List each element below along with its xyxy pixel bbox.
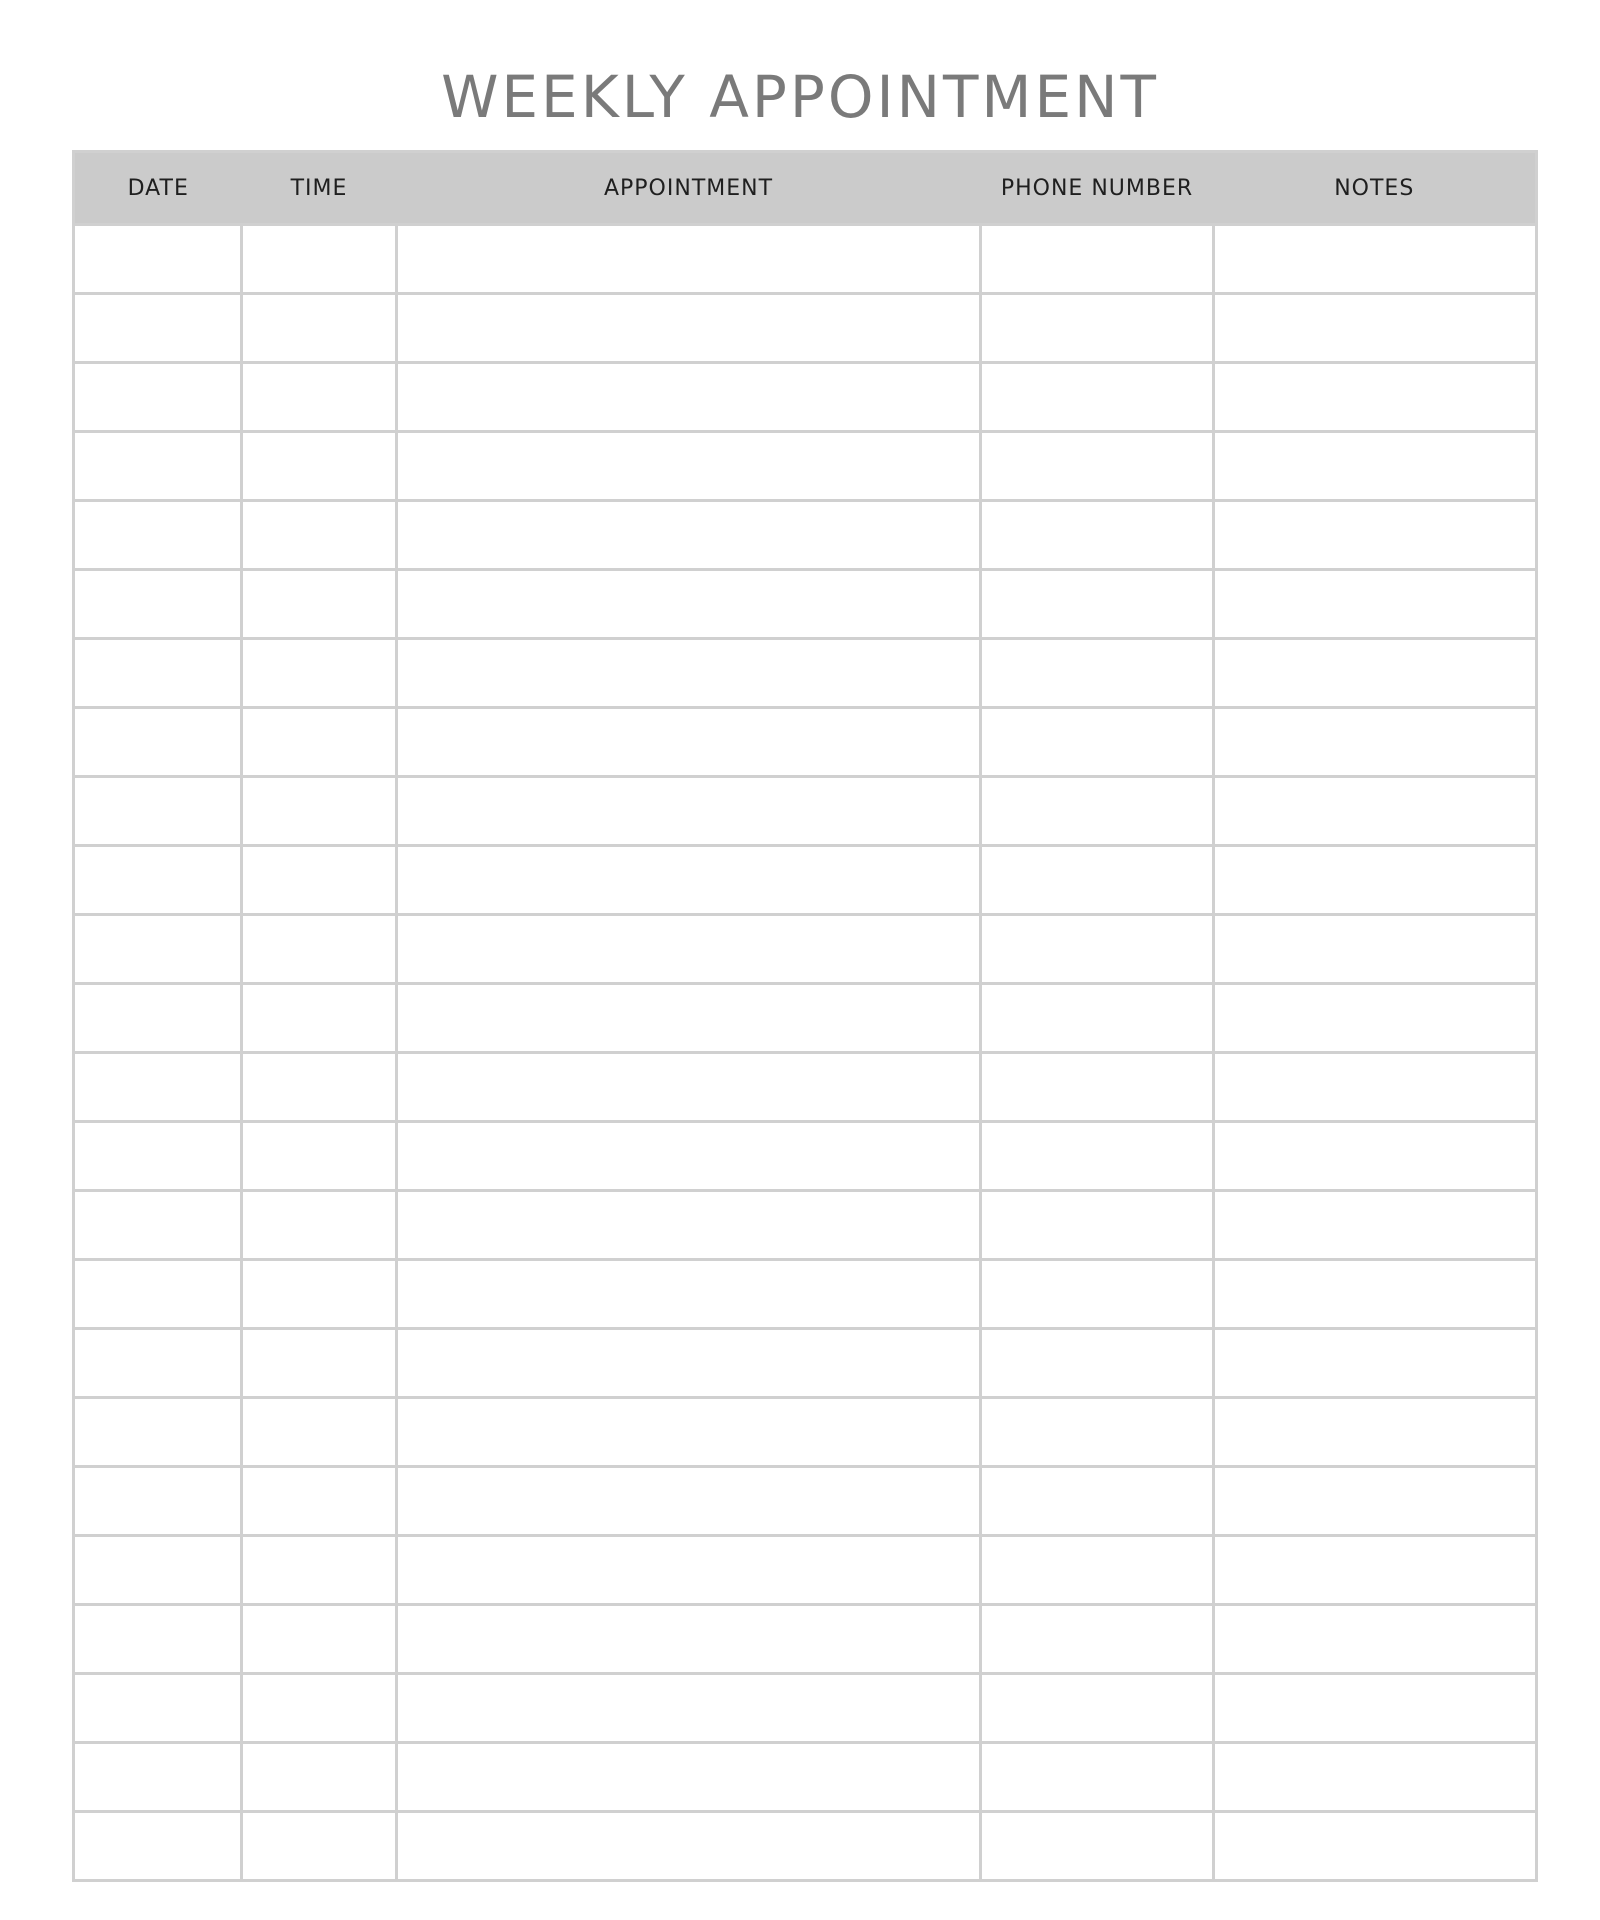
column-header-date: DATE	[74, 152, 242, 225]
header-row	[74, 152, 1537, 225]
appointment-cell[interactable]	[397, 846, 981, 915]
phone-number-cell[interactable]	[981, 1053, 1214, 1122]
notes-cell[interactable]	[1214, 915, 1537, 984]
time-cell[interactable]	[242, 846, 397, 915]
appointment-cell[interactable]	[397, 1329, 981, 1398]
table-row	[74, 1329, 1537, 1398]
notes-cell[interactable]	[1214, 1605, 1537, 1674]
time-cell[interactable]	[242, 1260, 397, 1329]
appointment-cell[interactable]	[397, 225, 981, 294]
appointment-cell[interactable]	[397, 501, 981, 570]
time-cell[interactable]	[242, 1674, 397, 1743]
date-cell[interactable]	[74, 501, 242, 570]
phone-number-cell[interactable]	[981, 501, 1214, 570]
date-cell[interactable]	[74, 1812, 242, 1881]
notes-cell[interactable]	[1214, 708, 1537, 777]
date-cell[interactable]	[74, 708, 242, 777]
date-cell[interactable]	[74, 846, 242, 915]
phone-number-cell[interactable]	[981, 1398, 1214, 1467]
appointment-cell[interactable]	[397, 1398, 981, 1467]
time-cell[interactable]	[242, 1329, 397, 1398]
date-cell[interactable]	[74, 1329, 242, 1398]
table-row	[74, 501, 1537, 570]
appointment-cell[interactable]	[397, 1812, 981, 1881]
notes-cell[interactable]	[1214, 1674, 1537, 1743]
phone-number-cell[interactable]	[981, 294, 1214, 363]
date-cell[interactable]	[74, 1053, 242, 1122]
table-row	[74, 225, 1537, 294]
table-row	[74, 1743, 1537, 1812]
table-row	[74, 1398, 1537, 1467]
appointment-cell[interactable]	[397, 1191, 981, 1260]
phone-number-cell[interactable]	[981, 1191, 1214, 1260]
table-row	[74, 639, 1537, 708]
appointment-table	[72, 150, 1538, 1882]
time-cell[interactable]	[242, 708, 397, 777]
phone-number-cell[interactable]	[981, 432, 1214, 501]
phone-number-cell[interactable]	[981, 846, 1214, 915]
notes-cell[interactable]	[1214, 1467, 1537, 1536]
notes-cell[interactable]	[1214, 1122, 1537, 1191]
date-cell[interactable]	[74, 225, 242, 294]
date-cell[interactable]	[74, 984, 242, 1053]
table-row	[74, 1605, 1537, 1674]
notes-cell[interactable]	[1214, 501, 1537, 570]
time-cell[interactable]	[242, 1812, 397, 1881]
date-cell[interactable]	[74, 294, 242, 363]
phone-number-cell[interactable]	[981, 225, 1214, 294]
phone-number-cell[interactable]	[981, 915, 1214, 984]
table-row	[74, 570, 1537, 639]
time-cell[interactable]	[242, 363, 397, 432]
notes-cell[interactable]	[1214, 570, 1537, 639]
date-cell[interactable]	[74, 432, 242, 501]
appointment-cell[interactable]	[397, 1122, 981, 1191]
time-cell[interactable]	[242, 570, 397, 639]
date-cell[interactable]	[74, 639, 242, 708]
date-cell[interactable]	[74, 777, 242, 846]
notes-cell[interactable]	[1214, 777, 1537, 846]
time-cell[interactable]	[242, 432, 397, 501]
appointment-cell[interactable]	[397, 639, 981, 708]
table-body	[74, 225, 1537, 1881]
table-row	[74, 363, 1537, 432]
phone-number-cell[interactable]	[981, 777, 1214, 846]
appointment-cell[interactable]	[397, 432, 981, 501]
notes-cell[interactable]	[1214, 294, 1537, 363]
table-row	[74, 915, 1537, 984]
date-cell[interactable]	[74, 1743, 242, 1812]
notes-cell[interactable]	[1214, 1743, 1537, 1812]
appointment-cell[interactable]	[397, 363, 981, 432]
phone-number-cell[interactable]	[981, 1122, 1214, 1191]
table-row	[74, 984, 1537, 1053]
date-cell[interactable]	[74, 1536, 242, 1605]
phone-number-cell[interactable]	[981, 1812, 1214, 1881]
table-row	[74, 1260, 1537, 1329]
time-cell[interactable]	[242, 1467, 397, 1536]
time-cell[interactable]	[242, 225, 397, 294]
date-cell[interactable]	[74, 1674, 242, 1743]
column-header-appointment: APPOINTMENT	[397, 152, 981, 225]
appointment-cell[interactable]	[397, 1674, 981, 1743]
phone-number-cell[interactable]	[981, 984, 1214, 1053]
notes-cell[interactable]	[1214, 1812, 1537, 1881]
table-row	[74, 1674, 1537, 1743]
phone-number-cell[interactable]	[981, 639, 1214, 708]
time-cell[interactable]	[242, 1536, 397, 1605]
column-header-phone-number: PHONE NUMBER	[981, 152, 1214, 225]
time-cell[interactable]	[242, 294, 397, 363]
time-cell[interactable]	[242, 1605, 397, 1674]
notes-cell[interactable]	[1214, 639, 1537, 708]
notes-cell[interactable]	[1214, 432, 1537, 501]
appointment-cell[interactable]	[397, 984, 981, 1053]
notes-cell[interactable]	[1214, 1329, 1537, 1398]
appointment-cell[interactable]	[397, 1605, 981, 1674]
notes-cell[interactable]	[1214, 1260, 1537, 1329]
table-row	[74, 1122, 1537, 1191]
time-cell[interactable]	[242, 501, 397, 570]
table-row	[74, 1191, 1537, 1260]
date-cell[interactable]	[74, 915, 242, 984]
table-row	[74, 708, 1537, 777]
time-cell[interactable]	[242, 984, 397, 1053]
phone-number-cell[interactable]	[981, 1674, 1214, 1743]
notes-cell[interactable]	[1214, 846, 1537, 915]
phone-number-cell[interactable]	[981, 1536, 1214, 1605]
appointment-cell[interactable]	[397, 915, 981, 984]
appointment-cell[interactable]	[397, 294, 981, 363]
phone-number-cell[interactable]	[981, 1605, 1214, 1674]
time-cell[interactable]	[242, 1053, 397, 1122]
date-cell[interactable]	[74, 570, 242, 639]
appointment-cell[interactable]	[397, 1467, 981, 1536]
notes-cell[interactable]	[1214, 984, 1537, 1053]
table-row	[74, 1467, 1537, 1536]
appointment-cell[interactable]	[397, 777, 981, 846]
table-row	[74, 294, 1537, 363]
table-row	[74, 846, 1537, 915]
time-cell[interactable]	[242, 1743, 397, 1812]
date-cell[interactable]	[74, 1260, 242, 1329]
appointment-cell[interactable]	[397, 570, 981, 639]
phone-number-cell[interactable]	[981, 1329, 1214, 1398]
appointment-cell[interactable]	[397, 708, 981, 777]
date-cell[interactable]	[74, 363, 242, 432]
table-row	[74, 432, 1537, 501]
appointment-cell[interactable]	[397, 1743, 981, 1812]
table-row	[74, 1053, 1537, 1122]
phone-number-cell[interactable]	[981, 708, 1214, 777]
table-row	[74, 1536, 1537, 1605]
phone-number-cell[interactable]	[981, 570, 1214, 639]
date-cell[interactable]	[74, 1398, 242, 1467]
notes-cell[interactable]	[1214, 225, 1537, 294]
phone-number-cell[interactable]	[981, 363, 1214, 432]
appointment-cell[interactable]	[397, 1536, 981, 1605]
time-cell[interactable]	[242, 1398, 397, 1467]
page-title: WEEKLY APPOINTMENT	[441, 63, 1159, 131]
time-cell[interactable]	[242, 1122, 397, 1191]
phone-number-cell[interactable]	[981, 1743, 1214, 1812]
table-row	[74, 1812, 1537, 1881]
date-cell[interactable]	[74, 1605, 242, 1674]
date-cell[interactable]	[74, 1191, 242, 1260]
date-cell[interactable]	[74, 1122, 242, 1191]
time-cell[interactable]	[242, 777, 397, 846]
notes-cell[interactable]	[1214, 1536, 1537, 1605]
notes-cell[interactable]	[1214, 363, 1537, 432]
phone-number-cell[interactable]	[981, 1260, 1214, 1329]
column-header-time: TIME	[242, 152, 397, 225]
time-cell[interactable]	[242, 639, 397, 708]
notes-cell[interactable]	[1214, 1191, 1537, 1260]
appointment-cell[interactable]	[397, 1260, 981, 1329]
notes-cell[interactable]	[1214, 1398, 1537, 1467]
time-cell[interactable]	[242, 1191, 397, 1260]
appointment-cell[interactable]	[397, 1053, 981, 1122]
notes-cell[interactable]	[1214, 1053, 1537, 1122]
phone-number-cell[interactable]	[981, 1467, 1214, 1536]
time-cell[interactable]	[242, 915, 397, 984]
table-row	[74, 777, 1537, 846]
column-header-notes: NOTES	[1214, 152, 1537, 225]
date-cell[interactable]	[74, 1467, 242, 1536]
